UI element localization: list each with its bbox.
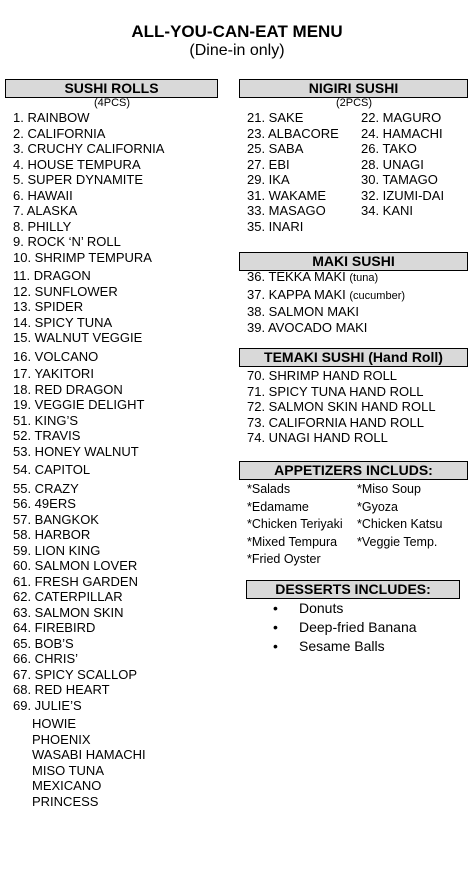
temaki-item: 72. SALMON SKIN HAND ROLL (247, 399, 436, 414)
temaki-item: 74. UNAGI HAND ROLL (247, 430, 388, 445)
nigiri-item: 31. WAKAME (247, 187, 326, 203)
sushi-roll-extra-item: MISO TUNA (32, 762, 104, 778)
nigiri-sushi-note: (2PCS) (335, 97, 373, 109)
nigiri-item: 24. HAMACHI (361, 125, 443, 141)
nigiri-item: 34. KANI (361, 203, 414, 218)
sushi-roll-item: 63. SALMON SKIN (13, 604, 124, 620)
sushi-roll-item: 55. CRAZY (13, 480, 79, 496)
appetizer-item: *Edamame (247, 499, 309, 514)
appetizer-item: *Fried Oyster (247, 552, 321, 566)
sushi-rolls-extra-list (32, 716, 146, 809)
nigiri-item: 35. INARI (247, 218, 304, 234)
temaki-item: 70. SHRIMP HAND ROLL (247, 368, 398, 383)
nigiri-item: 32. IZUMI-DAI (361, 187, 445, 203)
maki-item: 37. KAPPA MAKI (cucumber) (247, 286, 406, 302)
maki-item: 36. TEKKA MAKI (tuna) (247, 269, 379, 284)
sushi-roll-item: 66. CHRIS’ (13, 651, 79, 666)
dessert-item: • Donuts (246, 599, 417, 618)
nigiri-item: 28. UNAGI (361, 156, 424, 172)
nigiri-item: 27. EBI (247, 156, 290, 172)
sushi-roll-item: 52. TRAVIS (13, 428, 81, 443)
sushi-roll-item: 58. HARBOR (13, 527, 91, 542)
sushi-roll-item: 56. 49ERS (13, 496, 76, 511)
sushi-roll-item: 14. SPICY TUNA (13, 314, 113, 330)
sushi-roll-item: 64. FIREBIRD (13, 620, 96, 635)
dessert-item: • Deep-fried Banana (246, 618, 417, 637)
nigiri-left-list (247, 110, 339, 234)
appetizers-header: APPETIZERS INCLUDS: (239, 461, 468, 480)
sushi-roll-item: 4. HOUSE TEMPURA (13, 156, 141, 172)
desserts-list (246, 599, 417, 656)
sushi-roll-item: 5. SUPER DYNAMITE (13, 172, 144, 187)
appetizer-item: *Mixed Tempura (247, 534, 338, 549)
temaki-list (247, 368, 436, 446)
sushi-roll-item: 1. RAINBOW (13, 110, 90, 125)
appetizer-item: *Veggie Temp. (357, 534, 438, 549)
sushi-roll-item: 8. PHILLY (13, 218, 72, 234)
sushi-roll-item: 15. WALNUT VEGGIE (13, 330, 143, 345)
appetizer-item: *Chicken Katsu (357, 517, 443, 531)
nigiri-item: 33. MASAGO (247, 203, 326, 218)
temaki-item: 71. SPICY TUNA HAND ROLL (247, 383, 424, 399)
desserts-header: DESSERTS INCLUDES: (246, 580, 460, 599)
nigiri-item: 22. MAGURO (361, 110, 442, 125)
appetizers-right-list (357, 481, 442, 551)
maki-item: 39. AVOCADO MAKI (247, 319, 368, 335)
sushi-roll-item: 68. RED HEART (13, 682, 110, 697)
sushi-roll-item: 62. CATERPILLAR (13, 589, 123, 604)
sushi-roll-item: 11. DRAGON (13, 268, 91, 283)
nigiri-sushi-header: NIGIRI SUSHI (239, 79, 468, 98)
sushi-roll-extra-item: PRINCESS (32, 793, 99, 809)
sushi-roll-extra-item: MEXICANO (32, 778, 102, 793)
nigiri-item: 25. SABA (247, 141, 304, 156)
sushi-roll-item: 19. VEGGIE DELIGHT (13, 397, 145, 412)
sushi-rolls-list (13, 110, 164, 713)
nigiri-right-list (361, 110, 444, 219)
appetizer-item: *Gyoza (357, 499, 398, 514)
temaki-item: 73. CALIFORNIA HAND ROLL (247, 414, 424, 430)
sushi-roll-item: 18. RED DRAGON (13, 381, 123, 397)
sushi-roll-item: 9. ROCK ‘N’ ROLL (13, 234, 121, 249)
sushi-roll-item: 3. CRUCHY CALIFORNIA (13, 141, 165, 156)
sushi-roll-item: 7. ALASKA (13, 203, 78, 218)
sushi-roll-extra-item: WASABI HAMACHI (32, 747, 146, 762)
menu-subtitle: (Dine-in only) (189, 42, 285, 59)
sushi-roll-item: 51. KING’S (13, 412, 79, 428)
sushi-roll-item: 6. HAWAII (13, 187, 73, 203)
sushi-roll-item: 54. CAPITOL (13, 462, 91, 477)
sushi-roll-item: 59. LION KING (13, 542, 101, 558)
nigiri-item: 29. IKA (247, 172, 290, 187)
sushi-roll-item: 12. SUNFLOWER (13, 283, 118, 299)
nigiri-item: 30. TAMAGO (361, 172, 438, 187)
dessert-item: • Sesame Balls (246, 637, 417, 656)
sushi-rolls-note: (4PCS) (93, 97, 131, 109)
sushi-roll-item: 2. CALIFORNIA (13, 125, 106, 141)
sushi-roll-item: 65. BOB’S (13, 635, 74, 651)
nigiri-item: 23. ALBACORE (247, 125, 339, 141)
sushi-roll-item: 67. SPICY SCALLOP (13, 666, 138, 682)
appetizer-item: *Miso Soup (357, 482, 421, 496)
sushi-rolls-header: SUSHI ROLLS (5, 79, 218, 98)
menu-title: ALL-YOU-CAN-EAT MENU (131, 22, 343, 41)
appetizer-item: *Salads (247, 482, 291, 496)
sushi-roll-item: 16. VOLCANO (13, 348, 99, 364)
sushi-roll-item: 53. HONEY WALNUT (13, 443, 139, 459)
temaki-sushi-header: TEMAKI SUSHI (Hand Roll) (239, 348, 468, 367)
appetizer-item: *Chicken Teriyaki (247, 517, 343, 531)
maki-item: 38. SALMON MAKI (247, 304, 359, 319)
sushi-roll-item: 17. YAKITORI (13, 366, 94, 381)
nigiri-item: 21. SAKE (247, 110, 304, 125)
sushi-roll-extra-item: PHOENIX (32, 731, 91, 747)
sushi-roll-extra-item: HOWIE (32, 716, 77, 731)
sushi-roll-item: 61. FRESH GARDEN (13, 573, 138, 589)
appetizers-left-list (247, 481, 343, 569)
sushi-roll-item: 10. SHRIMP TEMPURA (13, 249, 152, 265)
sushi-roll-item: 60. SALMON LOVER (13, 558, 138, 573)
nigiri-item: 26. TAKO (361, 141, 417, 156)
sushi-roll-item: 69. JULIE’S (13, 697, 82, 713)
sushi-roll-item: 13. SPIDER (13, 299, 84, 314)
maki-sushi-header: MAKI SUSHI (239, 252, 468, 271)
sushi-roll-item: 57. BANGKOK (13, 511, 99, 527)
maki-list (247, 269, 405, 335)
